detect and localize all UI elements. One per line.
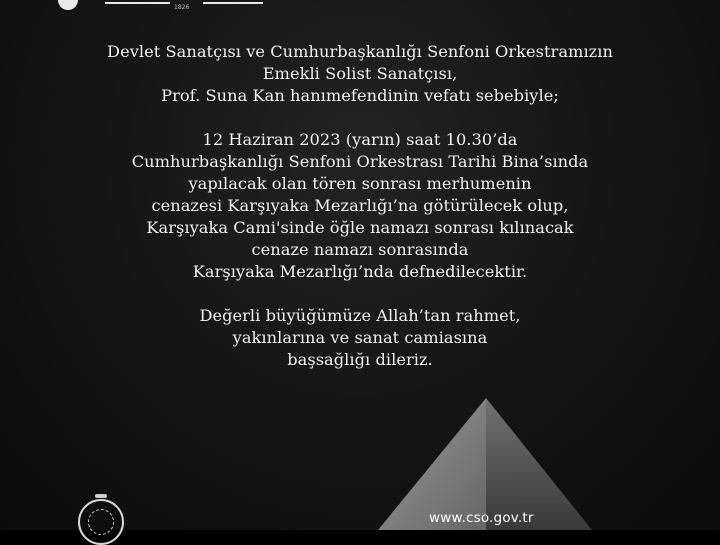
emblem-knot-pattern [88, 509, 114, 535]
paragraph-condolence-intro [0, 41, 720, 107]
text-line: Emekli Solist Sanatçısı, [262, 64, 458, 83]
emblem-crescent [95, 494, 107, 498]
text-line: Karşıyaka Mezarlığı’nda defnedilecektir. [192, 262, 528, 281]
text-line: Cumhurbaşkanlığı Senfoni Orkestrası Tarihi Bina’sında [131, 152, 589, 171]
text-line: Prof. Suna Kan hanımefendinin vefatı sebebiyle; [161, 86, 559, 105]
text-line: cenazesi Karşıyaka Mezarlığı’na götürülecek olup, [151, 196, 569, 215]
announcement-text [0, 41, 720, 371]
logo-year: 1826 [174, 4, 190, 11]
paragraph-condolences [0, 305, 720, 371]
paragraph-funeral-details [0, 129, 720, 283]
text-line: başsağlığı dileriz. [287, 350, 433, 369]
text-line: Karşıyaka Cami'sinde öğle namazı sonrası kılınacak [146, 218, 574, 237]
text-line: 12 Haziran 2023 (yarın) saat 10.30’da [202, 130, 518, 149]
text-line: yapılacak olan tören sonrası merhumenin [188, 174, 532, 193]
text-line: Değerli büyüğümüze Allah’tan rahmet, [199, 306, 521, 325]
text-line: yakınlarına ve sanat camiasına [232, 328, 488, 347]
text-line: Devlet Sanatçısı ve Cumhurbaşkanlığı Senfoni Orkestramızın [107, 42, 613, 61]
website-url[interactable]: www.cso.gov.tr [429, 510, 534, 526]
text-line: cenaze namazı sonrasında [251, 240, 469, 259]
ministry-emblem [78, 499, 124, 545]
